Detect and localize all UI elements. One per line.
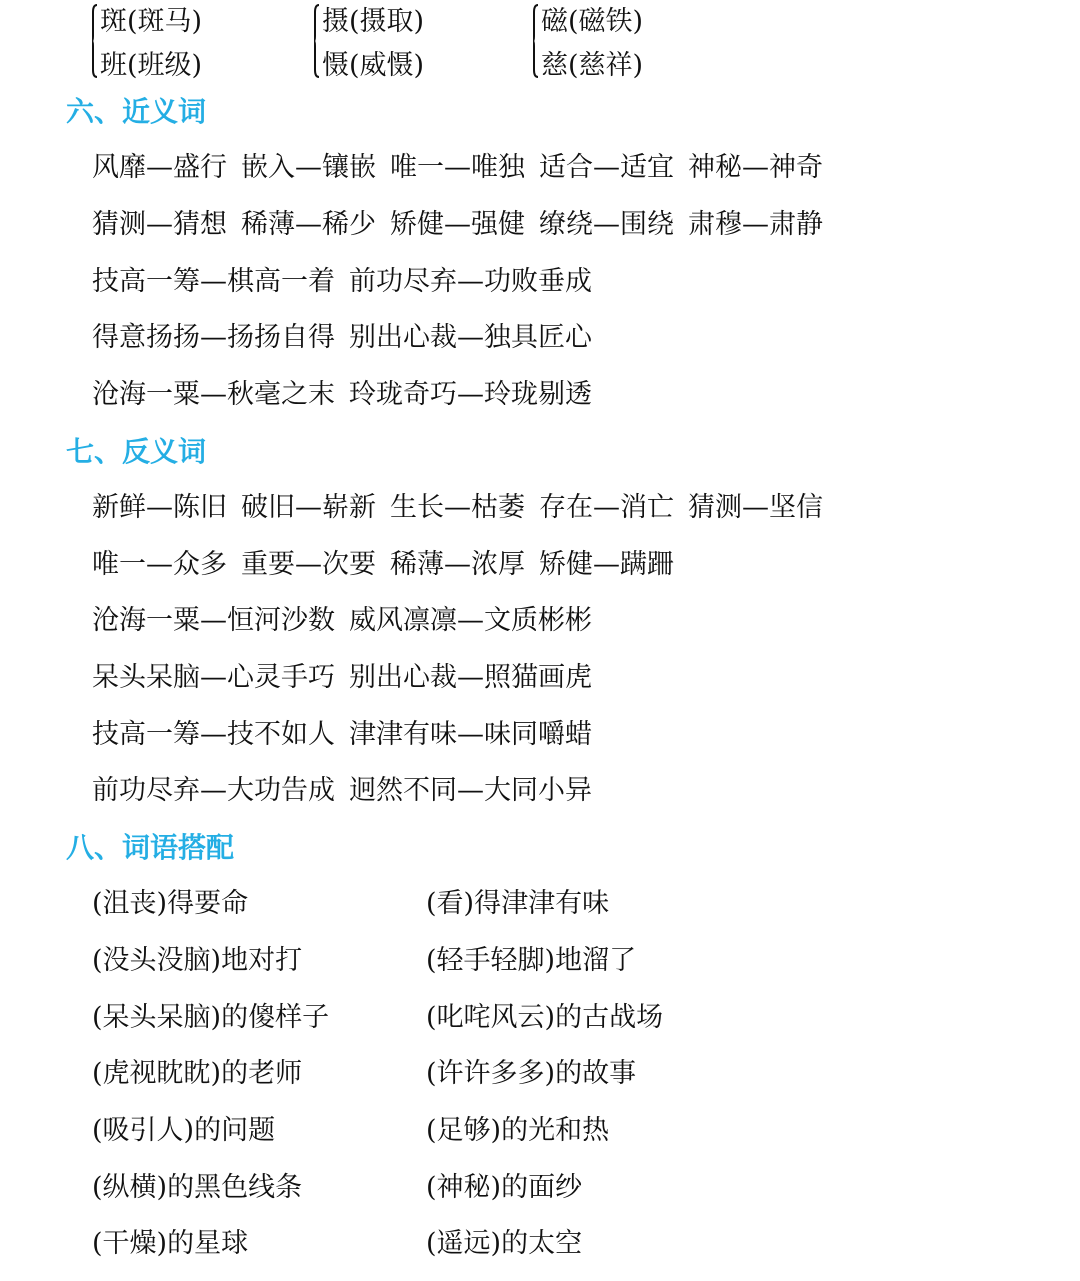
collocation-item: (许许多多)的故事 [426,1058,637,1089]
collocation-item: (纵横)的黑色线条 [92,1172,303,1203]
word-pair: 别出心裁—照猫画虎 [349,662,592,693]
word-pair: 新鲜—陈旧 [92,492,227,523]
synonym-line [92,205,823,245]
word-pair: 威风凛凛—文质彬彬 [349,605,592,636]
word-pair: 技高一筹—棋高一着 [92,266,335,297]
collocation-item: (吸引人)的问题 [92,1115,276,1146]
brace-group [92,2,292,86]
antonym-line [92,715,592,755]
word-pair: 嵌入—镶嵌 [241,152,376,183]
word-pair: 得意扬扬—扬扬自得 [92,322,335,353]
word-pair: 呆头呆脑—心灵手巧 [92,662,335,693]
word-pair: 稀薄—稀少 [241,209,376,240]
brace-line-top: 磁(磁铁) [541,6,644,37]
brace-line-bottom: 慑(威慑) [322,50,425,81]
synonym-line [92,318,592,358]
collocation-item: (呆头呆脑)的傻样子 [92,1002,330,1033]
antonym-line [92,488,823,528]
section-title-synonyms: 六、近义词 [66,95,207,128]
word-pair: 玲珑奇巧—玲珑剔透 [349,379,592,410]
brace-line-bottom: 班(班级) [100,50,203,81]
word-pair: 存在—消亡 [539,492,674,523]
word-pair: 适合—适宜 [539,152,674,183]
word-pair: 猜测—猜想 [92,209,227,240]
section-title-collocations: 八、词语搭配 [66,831,235,864]
word-pair: 前功尽弃—大功告成 [92,775,335,806]
collocation-item: (看)得津津有味 [426,888,610,919]
collocation-item: (轻手轻脚)地溜了 [426,945,637,976]
word-pair: 沧海一粟—秋毫之末 [92,379,335,410]
antonym-line [92,658,592,698]
synonym-line [92,262,592,302]
synonym-line [92,148,823,188]
word-pair: 破旧—崭新 [241,492,376,523]
collocation-item: (叱咤风云)的古战场 [426,1002,664,1033]
collocation-item: (遥远)的太空 [426,1228,583,1259]
collocation-item: (虎视眈眈)的老师 [92,1058,303,1089]
collocation-item: (沮丧)得要命 [92,888,249,919]
word-pair: 生长—枯萎 [390,492,525,523]
word-pair: 技高一筹—技不如人 [92,719,335,750]
antonym-line [92,545,674,585]
synonym-line [92,375,592,415]
left-brace-icon [92,4,98,78]
brace-group [533,2,733,86]
word-pair: 津津有味—味同嚼蜡 [349,719,592,750]
word-pair: 肃穆—肃静 [688,209,823,240]
word-pair: 风靡—盛行 [92,152,227,183]
similar-character-groups [0,2,1080,86]
section-title-antonyms: 七、反义词 [66,435,207,468]
word-pair: 沧海一粟—恒河沙数 [92,605,335,636]
word-pair: 缭绕—围绕 [539,209,674,240]
brace-line-top: 摄(摄取) [322,6,425,37]
collocation-item: (足够)的光和热 [426,1115,610,1146]
antonym-line [92,601,592,641]
word-pair: 矫健—强健 [390,209,525,240]
collocation-item: (没头没脑)地对打 [92,945,303,976]
brace-line-bottom: 慈(慈祥) [541,50,644,81]
word-pair: 前功尽弃—功败垂成 [349,266,592,297]
brace-group [314,2,514,86]
word-pair: 猜测—坚信 [688,492,823,523]
word-pair: 神秘—神奇 [688,152,823,183]
word-pair: 别出心裁—独具匠心 [349,322,592,353]
word-pair: 唯一—唯独 [390,152,525,183]
left-brace-icon [314,4,320,78]
word-pair: 唯一—众多 [92,549,227,580]
left-brace-icon [533,4,539,78]
collocation-item: (神秘)的面纱 [426,1172,583,1203]
word-pair: 迥然不同—大同小异 [349,775,592,806]
brace-line-top: 斑(斑马) [100,6,203,37]
word-pair: 稀薄—浓厚 [390,549,525,580]
word-pair: 重要—次要 [241,549,376,580]
word-pair: 矫健—蹒跚 [539,549,674,580]
collocation-item: (干燥)的星球 [92,1228,249,1259]
antonym-line [92,771,592,811]
